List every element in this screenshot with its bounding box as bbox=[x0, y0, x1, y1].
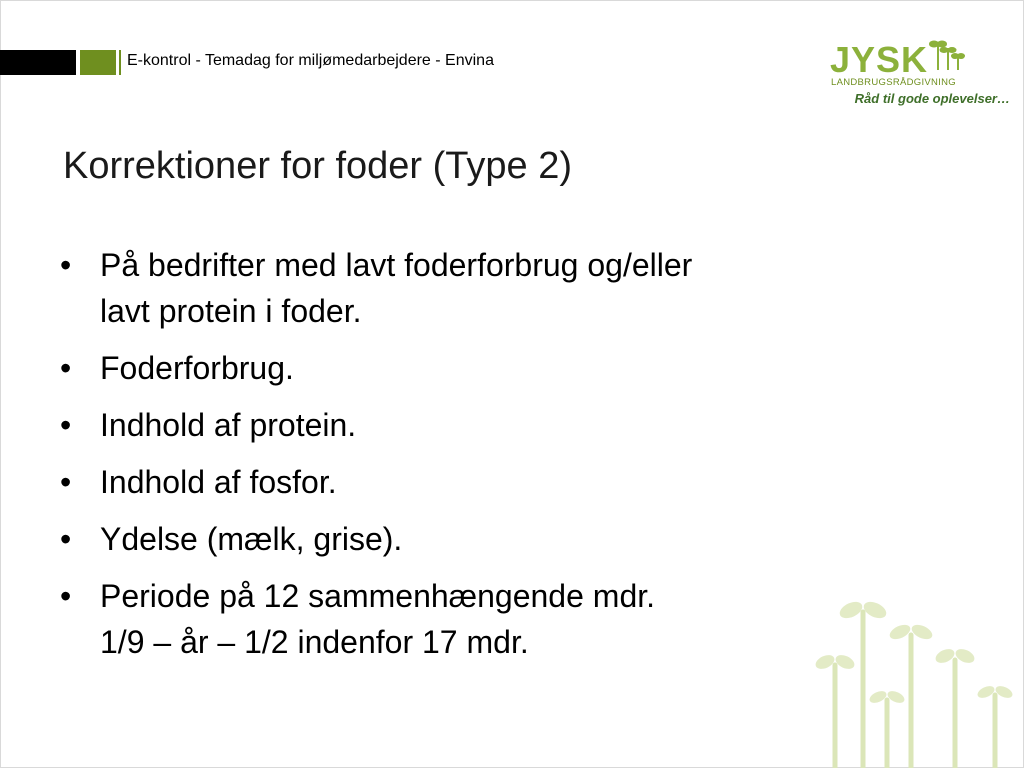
sprouts-decoration-icon bbox=[805, 590, 1024, 768]
jysk-logo bbox=[828, 36, 988, 96]
bullet-text: Periode på 12 sammenhængende mdr. bbox=[100, 578, 656, 614]
bullet-dot-icon: • bbox=[60, 350, 72, 386]
logo-wordmark: JYSK bbox=[830, 39, 929, 80]
bullet-dot-icon: • bbox=[60, 464, 72, 500]
bullet-text: Ydelse (mælk, grise). bbox=[100, 521, 403, 557]
slide-title: Korrektioner for foder (Type 2) bbox=[63, 145, 572, 187]
bullet-dot-icon: • bbox=[60, 407, 72, 443]
bullet-item bbox=[60, 516, 860, 562]
bullet-item bbox=[60, 242, 860, 334]
bullet-text: lavt protein i foder. bbox=[100, 293, 362, 329]
logo-tagline: Råd til gode oplevelser… bbox=[854, 91, 1010, 106]
bullet-dot-icon: • bbox=[60, 578, 72, 614]
bullet-item bbox=[60, 345, 860, 391]
bullet-item bbox=[60, 402, 860, 448]
bullet-dot-icon: • bbox=[60, 521, 72, 557]
bullet-text: På bedrifter med lavt foderforbrug og/eller bbox=[100, 247, 693, 283]
logo-subtitle: LANDBRUGSRÅDGIVNING bbox=[831, 77, 956, 88]
bullet-list bbox=[60, 242, 860, 676]
logo-sprout-icon bbox=[930, 42, 964, 71]
bullet-item bbox=[60, 459, 860, 505]
bullet-item bbox=[60, 573, 860, 665]
bullet-text: Indhold af protein. bbox=[100, 407, 357, 443]
header-bar-black bbox=[0, 50, 76, 75]
bullet-text: 1/9 – år – 1/2 indenfor 17 mdr. bbox=[100, 624, 529, 660]
header-bar-green bbox=[80, 50, 116, 75]
bullet-dot-icon: • bbox=[60, 247, 72, 283]
bullet-text: Foderforbrug. bbox=[100, 350, 294, 386]
header-bar-divider bbox=[119, 50, 121, 75]
header-text: E-kontrol - Temadag for miljømedarbejdere - Envina bbox=[127, 52, 494, 69]
bullet-text: Indhold af fosfor. bbox=[100, 464, 337, 500]
